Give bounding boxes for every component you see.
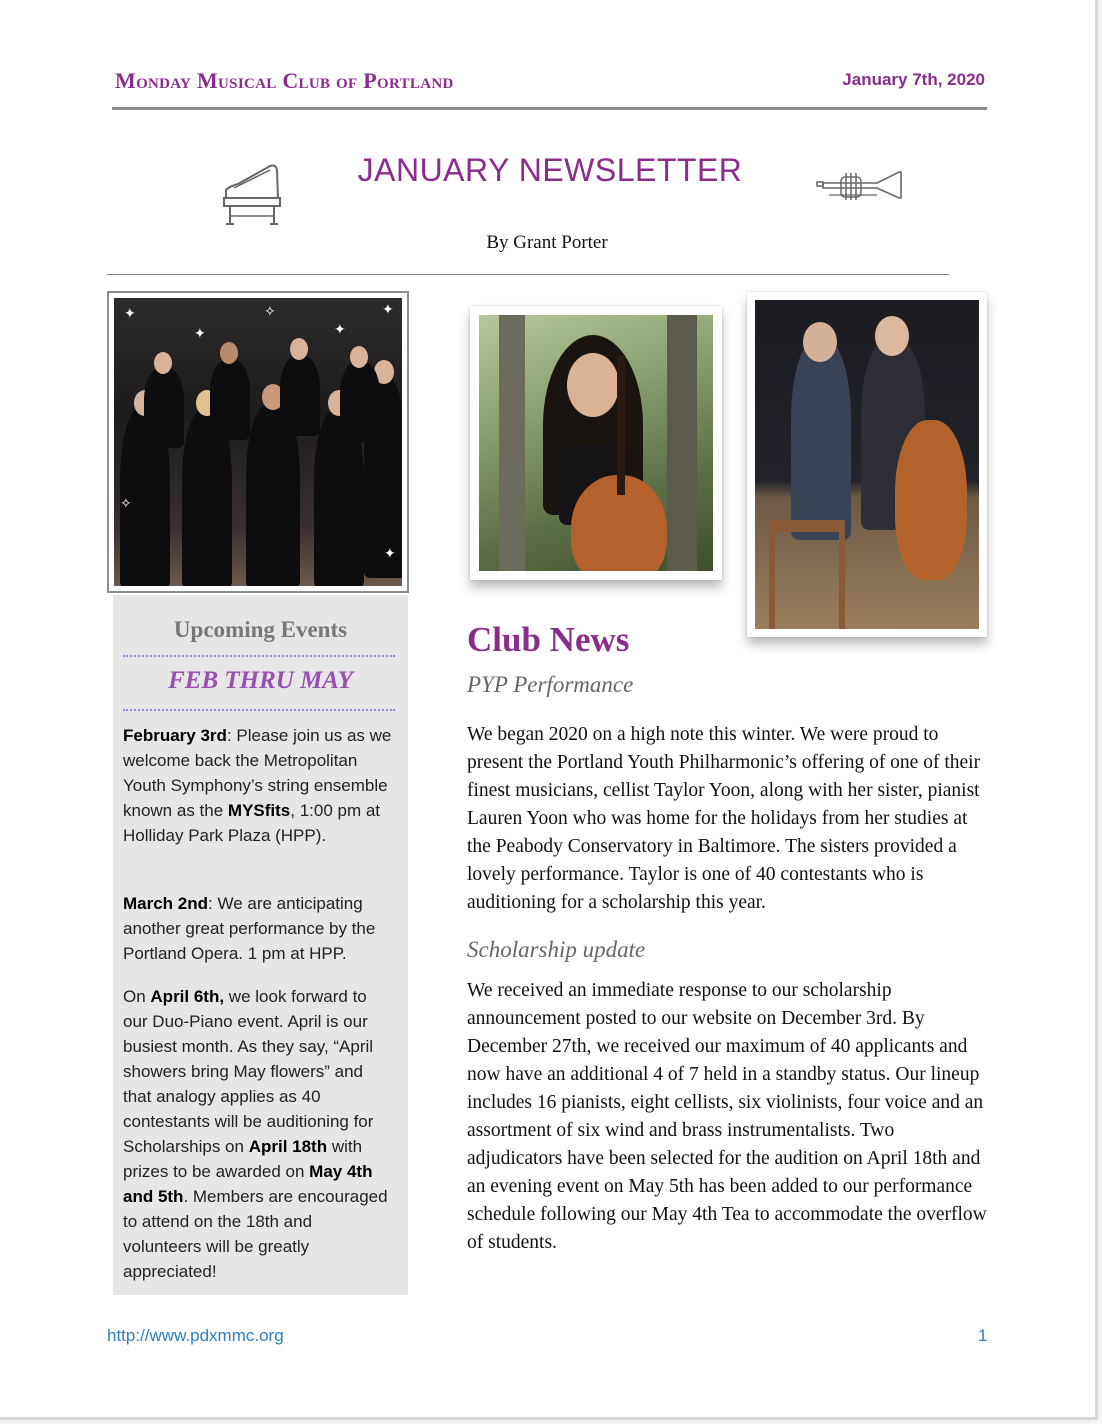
newsletter-title: JANUARY NEWSLETTER <box>357 152 743 188</box>
event-date: March 2nd <box>123 894 209 913</box>
scholarship-update-title: Scholarship update <box>467 937 646 962</box>
pyp-performance-title: PYP Performance <box>467 672 634 697</box>
scholarship-update-body: We received an immediate response to our scholarship announcement posted to our website on December 3rd. By December 27th, we received our maximum of 40 applicants and now have an additional 4 of 7 held in a standby status. Our lineup includes 16 pianists, eight cellists, six violinists, four voice and an assortment of six wind and brass instrumentalists. Two adjudicators have been selected for the audition on April 18th and an evening event on May 5th has been added to our performance schedule following our May 4th Tea to accommodate the overflow of students. <box>467 980 987 1253</box>
event-date: April 6th, <box>150 987 225 1006</box>
event-april: On April 6th, we look forward to our Duo-Piano event. April is our busiest month. As they say, “April showers bring May flowers” and that analogy applies as 40 contestants will be auditioning for Scholarships on April 18th with prizes to be awarded on May 4th and 5th. Members are encouraged to attend on the 18th and volunteers will be greatly appreciated! <box>123 987 388 1281</box>
upcoming-events-sidebar <box>113 595 408 1295</box>
event-march: March 2nd: We are anticipating another great performance by the Portland Opera. 1 pm at HPP. <box>123 894 376 963</box>
pyp-performance-body: We began 2020 on a high note this winter. We were proud to present the Portland Youth Philharmonic’s offering of one of their finest musicians, cellist Taylor Yoon, along with her sister, pianist Lauren Yoon who was home for the holidays from her studies at the Peabody Conservatory in Baltimore. The sisters provided a lovely performance. Taylor is one of 40 contestants who is auditioning for a scholarship this year. <box>467 724 981 913</box>
website-link[interactable]: http://www.pdxmmc.org <box>107 1326 284 1345</box>
byline: By Grant Porter <box>486 232 608 253</box>
page-number: 1 <box>978 1326 988 1345</box>
sidebar-subheading: FEB THRU MAY <box>168 667 353 694</box>
sidebar-heading: Upcoming Events <box>173 617 348 642</box>
club-name: Monday Musical Club of Portland <box>115 68 454 93</box>
event-february: February 3rd: Please join us as we welcome back the Metropolitan Youth Symphony’s string ensemble known as the MYSfits, 1:00 pm at Holliday Park Plaza (HPP). <box>123 726 392 845</box>
event-date: February 3rd <box>123 726 227 745</box>
club-news-heading: Club News <box>467 620 630 659</box>
sidebar-divider <box>123 655 395 657</box>
trumpet-icon <box>815 168 907 208</box>
sisters-photo <box>747 292 987 637</box>
section-rule <box>107 274 949 275</box>
header-rule <box>112 107 987 110</box>
issue-date: January 7th, 2020 <box>842 70 985 89</box>
cellist-photo <box>470 306 722 580</box>
orchestra-photo: ✦ ✦ ✧ ✦ ✦ ✦ ✧ <box>107 291 409 593</box>
sidebar-divider <box>123 709 395 711</box>
